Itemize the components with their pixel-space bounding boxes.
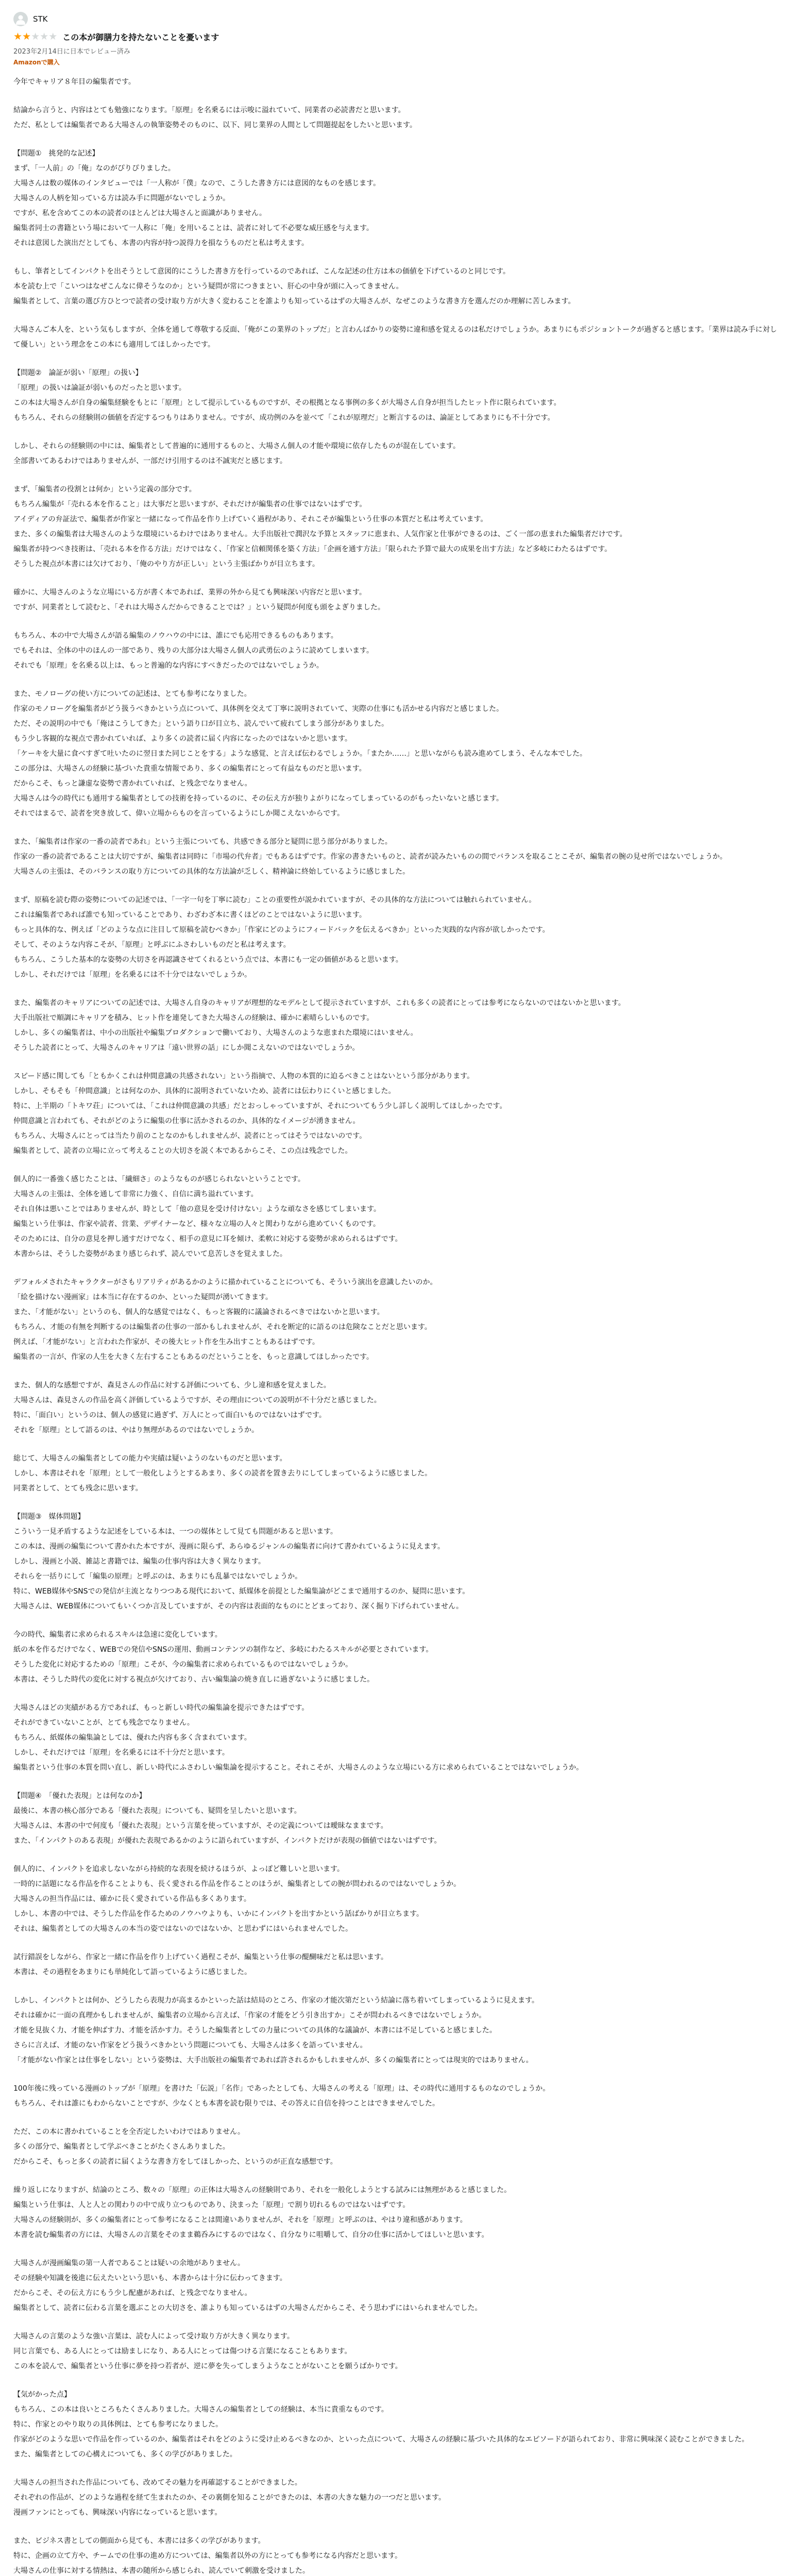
reviewer-name[interactable]: STK	[33, 14, 48, 24]
review-paragraph: 【問題① 挑発的な記述】 まず、「一人前」の「俺」なのがぴりぴりました。 大場さんは数の媒体のインタビューでは「一人称が「僕」なので、こうした書き方には意図的なものを感じます。 大場さんの人柄を知っている方は読み手に問題がないでしょうか。 ですが、私を含めてこの本の読者のほとんどは大場さんと面識がありません。 編集者同士の書籍という場において一人称に「俺」を用いることは、読者に対して不必要な威圧感を与えます。 それは意図した演出だとしても、本書の内容が持つ説得力を損なうものだと私は考えます。	[13, 149, 381, 247]
review-date: 2023年2月14日に日本でレビュー済み	[13, 48, 130, 56]
review-title[interactable]: この本が御膳力を持たないことを憂います	[62, 32, 219, 42]
review-paragraph: デフォルメされたキャラクターがさもリアリティがあるかのように描かれていることについても、そういう演出を意識したいのか。 「絵を描けない漫画家」は本当に存在するのか、といった疑問が湧いてきます。 また、「才能がない」というのも、個人的な感覚ではなく、もっと客観的に議論されるべきではないかと思います。 もちろん、才能の有無を判断するのは編集者の仕事の一部かもしれませんが、それを断定的に語るのは危険なことだと思います。 例えば、「才能がない」と言われた作家が、その後大ヒット作を生み出すこともあるはずです。 編集者の一言が、作家の人生を大きく左右することもあるのだということを、もっと意識してほしかったです。	[13, 1278, 437, 1361]
review-paragraph: ただ、この本に書かれていることを全否定したいわけではありません。 多くの部分で、編集者として学ぶべきことがたくさんありました。 だからこそ、もっと多くの読者に届くような書き方をしてほしかった、というのが正直な感想です。	[13, 2128, 337, 2166]
review-paragraph: また、個人的な感想ですが、森見さんの作品に対する評価についても、少し違和感を覚えました。 大場さんは、森見さんの作品を高く評価しているようですが、その理由についての説明が不十分だと感じました。 特に、「面白い」というのは、個人の感覚に過ぎず、万人にとって面白いものではないはずです。 それを「原理」として語るのは、やはり無理があるのではないでしょうか。	[13, 1381, 381, 1434]
avatar[interactable]	[13, 12, 28, 26]
review-paragraph: 大場さんほどの実績がある方であれば、もっと新しい時代の編集論を提示できたはずです。 それができていないことが、とても残念でなりません。 もちろん、紙媒体の編集論としては、優れた内容も多く含まれています。 しかし、それだけでは「原理」を名乗るには不十分だと思います。 編集者という仕事の本質を問い直し、新しい時代にふさわしい編集論を提示すること。それこそが、大場さんのような立場にいる方に求められていることではないでしょうか。	[13, 1704, 583, 1772]
review-paragraph: 【問題② 論証が弱い「原理」の扱い】 「原理」の扱いは論証が弱いものだったと思います。 この本は大場さんが自身の編集経験をもとに「原理」として提示しているものですが、その根拠となる事例の多くが大場さん自身が担当したヒット作に限られています。 もちろん、それらの経験則の価値を否定するつもりはありません。ですが、成功例のみを並べて「これが原理だ」と断言するのは、論証としてあまりにも不十分です。	[13, 369, 561, 422]
review-paragraph: 結論から言うと、内容はとても勉強になります。「原理」を名乗るには示唆に溢れていて、同業者の必読書だと思います。 ただ、私としては編集者である大場さんの執筆姿勢そのものに、以下、同じ業界の人間として問題提起をしたいと思います。	[13, 106, 417, 129]
star-filled-icon: ★	[13, 31, 23, 42]
review-paragraph: 総じて、大場さんの編集者としての能力や実績は疑いようのないものだと思います。 しかし、本書はそれを「原理」として一般化しようとするあまり、多くの読者を置き去りにしてしまっているように感じました。 同業者として、とても残念に思います。	[13, 1454, 432, 1493]
verified-purchase-badge: Amazonで購入	[13, 59, 60, 66]
star-empty-icon: ★	[48, 31, 58, 42]
review-body	[13, 75, 781, 2576]
star-rating	[13, 32, 57, 42]
review-paragraph: 個人的に、インパクトを追求しないながら持続的な表現を続けるほうが、よっぽど難しいと思います。 一時的に話題になる作品を作ることよりも、長く愛される作品を作ることのほうが、編集者としての腕が問われるのではないでしょうか。 大場さんの担当作品には、確かに長く愛されている作品も多くあります。 しかし、本書の中では、そうした作品を作るためのノウハウよりも、いかにインパクトを出すかという話ばかりが目立ちます。 それは、編集者としての大場さんの本当の姿ではないのではないか、と思わずにはいられませんでした。	[13, 1865, 461, 1933]
review-paragraph: まず、原稿を読む際の姿勢についての記述では、「一字一句を丁寧に読む」ことの重要性が説かれていますが、その具体的な方法については触れられていません。 これは編集者であれば誰でも知っていることであり、わざわざ本に書くほどのことではないように思います。 もっと具体的な、例えば「どのような点に注目して原稿を読むべきか」「作家にどのようにフィードバックを伝えるべきか」といった実践的な内容が欲しかったです。 そして、そのような内容こそが、「原理」と呼ぶにふさわしいものだと私は考えます。 もちろん、こうした基本的な姿勢の大切さを再認識させてくれるという点では、本書にも一定の価値があると思います。 しかし、それだけでは「原理」を名乗るには不十分ではないでしょうか。	[13, 896, 550, 979]
review-paragraph: 確かに、大場さんのような立場にいる方が書く本であれば、業界の外から見ても興味深い内容だと思います。 ですが、同業者として読むと、「それは大場さんだからできることでは？」という疑問が何度も頭をよぎりました。	[13, 588, 385, 612]
review-paragraph: また、編集者のキャリアについての記述では、大場さん自身のキャリアが理想的なモデルとして提示されていますが、これも多くの読者にとっては参考にならないのではないかと思います。 大手出版社で順調にキャリアを積み、ヒット作を連発してきた大場さんの経験は、確かに素晴らしいものです。 しかし、多くの編集者は、中小の出版社や編集プロダクションで働いており、大場さんのような恵まれた環境にはいません。 そうした読者にとって、大場さんのキャリアは「遠い世界の話」にしか聞こえないのではないでしょうか。	[13, 999, 626, 1052]
review-paragraph: 【問題④ 「優れた表現」とは何なのか】 最後に、本書の核心部分である「優れた表現」についても、疑問を呈したいと思います。 大場さんは、本書の中で何度も「優れた表現」という言葉を使っていますが、その定義については曖昧なままです。 また、「インパクトのある表現」が優れた表現であるかのように語られていますが、インパクトだけが表現の価値ではないはずです。	[13, 1792, 442, 1845]
review-paragraph: もちろん、本の中で大場さんが語る編集のノウハウの中には、誰にでも応用できるものもあります。 でもそれは、全体の中のほんの一部であり、残りの大部分は大場さん個人の武勇伝のように読めてしまいます。 それでも「原理」を名乗る以上は、もっと普遍的な内容にすべきだったのではないでしょうか。	[13, 632, 374, 670]
review-paragraph: もし、筆者としてインパクトを出そうとして意図的にこうした書き方を行っているのであれば、こんな記述の仕方は本の価値を下げているのと同じです。 本を読む上で「こいつはなぜこんなに偉そうなのか」という疑問が常につきまとい、肝心の中身が頭に入ってきません。 編集者として、言葉の選び方ひとつで読者の受け取り方が大きく変わることを誰よりも知っているはずの大場さんが、なぜこのような書き方を選んだのか理解に苦しみます。	[13, 267, 576, 306]
review-paragraph: 100年後に残っている漫画のトップが「原理」を書けた「伝説」「名作」であったとしても、大場さんの考える「原理」は、その時代に通用するものなのでしょうか。 もちろん、それは誰にもわからないことですが、少なくとも本書を読む限りでは、その答えに自信を持つことはできませんでした。	[13, 2084, 550, 2108]
review-paragraph: 今の時代、編集者に求められるスキルは急速に変化しています。 紙の本を作るだけでなく、WEBでの発信やSNSの運用、動画コンテンツの制作など、多岐にわたるスキルが必要とされています。 そうした変化に対応するための「原理」こそが、今の編集者に求められているものではないでしょうか。 本書は、そうした時代の変化に対する視点が欠けており、古い編集論の焼き直しに過ぎないように感じました。	[13, 1631, 433, 1684]
review-paragraph: 大場さんが漫画編集の第一人者であることは疑いの余地がありません。 その経験や知識を後進に伝えたいという思いも、本書からは十分に伝わってきます。 だからこそ、その伝え方にもう少し配慮があれば、と残念でなりません。 編集者として、読者に伝わる言葉を選ぶことの大切さを、誰よりも知っているはずの大場さんだからこそ、そう思わずにはいられませんでした。	[13, 2259, 482, 2312]
review-paragraph: 今年でキャリア８年目の編集者です。	[13, 78, 136, 86]
review-paragraph: しかし、インパクトとは何か、どうしたら表現力が高まるかといった話は結局のところ、作家の才能次第だという結論に落ち着いてしまっているように見えます。 それは確かに一面の真理かもしれませんが、編集者の立場から言えば、「作家の才能をどう引き出すか」こそが問われるべきではないでしょうか。 才能を見抜く力、才能を伸ばす力、才能を活かす力。そうした編集者としての力量についての具体的な議論が、本書には不足していると感じました。 さらに言えば、才能のない作家をどう扱うべきかという問題についても、大場さんは多くを語っていません。 「才能がない作家とは仕事をしない」という姿勢は、大手出版社の編集者であれば許されるかもしれませんが、多くの編集者にとっては現実的ではありません。	[13, 1996, 539, 2064]
review-paragraph: 【気がかった点】 もちろん、この本は良いところもたくさんありました。大場さんの編集者としての経験は、本当に貴重なものです。 特に、作家とのやり取りの具体例は、とても参考になりました。 作家がどのような思いで作品を作っているのか、編集者はそれをどのように受け止めるべきなのか、といった点について、大場さんの経験に基づいた具体的なエピソードが語られており、非常に興味深く読むことができました。 また、編集者としての心構えについても、多くの学びがありました。	[13, 2391, 749, 2459]
review-paragraph: また、「編集者は作家の一番の読者であれ」という主張についても、共感できる部分と疑問に思う部分がありました。 作家の一番の読者であることは大切ですが、編集者は同時に「市場の代弁者」でもあるはずです。作家の書きたいものと、読者が読みたいものの間でバランスを取ることこそが、編集者の腕の見せ所ではないでしょうか。 大場さんの主張は、そのバランスの取り方についての具体的な方法論が乏しく、精神論に終始しているように感じました。	[13, 838, 727, 876]
star-empty-icon: ★	[31, 31, 40, 42]
review-paragraph: スピード感に関しても「ともかくこれは仲間意識の共感されない」という指摘で、人物の本質的に迫るべきことはないという部分があります。 しかし、そもそも「仲間意識」とは何なのか、具体的に説明されていないため、読者には伝わりにくいと感じました。 特に、上半期の「トキワ荘」については、「これは仲間意識の共感」だとおっしゃっていますが、それについてもう少し詳しく説明してほしかったです。 仲間意識と言われても、それがどのように編集の仕事に活かされるのか、具体的なイメージが湧きません。 もちろん、大場さんにとっては当たり前のことなのかもしれませんが、読者にとってはそうではないのです。 編集者として、読者の立場に立って考えることの大切さを説く本であるからこそ、この点は残念でした。	[13, 1072, 507, 1155]
review-paragraph: 大場さんの言葉のような強い言葉は、読む人によって受け取り方が大きく異なります。 同じ言葉でも、ある人にとっては励ましになり、ある人にとっては傷つける言葉になることもあります。 この本を読んで、編集者という仕事に夢を持つ若者が、逆に夢を失ってしまうようなことがないことを願うばかりです。	[13, 2332, 402, 2370]
review-paragraph: また、ビジネス書としての側面から見ても、本書には多くの学びがあります。 特に、企画の立て方や、チームでの仕事の進め方については、編集者以外の方にとっても参考になる内容だと思います。 大場さんの仕事に対する情熱は、本書の随所から感じられ、読んでいて刺激を受けました。	[13, 2537, 402, 2575]
review-paragraph: 個人的に一番強く感じたことは、「繊細さ」のようなものが感じられないということです。 大場さんの主張は、全体を通して非常に力強く、自信に満ち溢れています。 それ自体は悪いことではありませんが、時として「他の意見を受け付けない」ような頑なさを感じてしまいます。 編集という仕事は、作家や読者、営業、デザイナーなど、様々な立場の人々と関わりながら進めていくものです。 そのためには、自分の意見を押し通すだけでなく、相手の意見に耳を傾け、柔軟に対応する姿勢が求められるはずです。 本書からは、そうした姿勢があまり感じられず、読んでいて息苦しさを覚えました。	[13, 1175, 402, 1258]
review-paragraph: 【問題③ 媒体問題】 こういう一見矛盾するような記述をしている本は、一つの媒体として見ても問題があると思います。 この本は、漫画の編集について書かれた本ですが、漫画に限らず、あらゆるジャンルの編集者に向けて書かれているように見えます。 しかし、漫画と小説、雑誌と書籍では、編集の仕事内容は大きく異なります。 それらを一括りにして「編集の原理」と呼ぶのは、あまりにも乱暴ではないでしょうか。 特に、WEB媒体やSNSでの発信が主流となりつつある現代において、紙媒体を前提とした編集論がどこまで通用するのか、疑問に思います。 大場さんは、WEB媒体についてもいくつか言及していますが、その内容は表面的なものにとどまっており、深く掘り下げられていません。	[13, 1513, 470, 1611]
rating-row	[13, 31, 781, 43]
review-paragraph: また、モノローグの使い方についての記述は、とても参考になりました。 作家のモノローグを編集者がどう扱うべきかという点について、具体例を交えて丁寧に説明されていて、実際の仕事にも活かせる内容だと感じました。 ただ、その説明の中でも「俺はこうしてきた」という語り口が目立ち、読んでいて疲れてしまう部分がありました。 もう少し客観的な視点で書かれていれば、より多くの読者に届く内容になったのではないかと思います。 「ケーキを大量に食べすぎて吐いたのに翌日また同じことをする」ような感覚、と言えば伝わるでしょうか。「またか……」と思いながらも読み進めてしまう、そんな本でした。 この部分は、大場さんの経験に基づいた貴重な情報であり、多くの編集者にとって有益なものだと思います。 だからこそ、もっと謙虚な姿勢で書かれていれば、と残念でなりません。 大場さんは今の時代にも通用する編集者としての技術を持っているのに、その伝え方が独りよがりになってしまっているのがもったいないと感じます。 それではまるで、読者を突き放して、偉い立場からものを言っているようにしか聞こえないからです。	[13, 690, 587, 818]
review-paragraph: しかし、それらの経験則の中には、編集者として普遍的に通用するものと、大場さん個人の才能や環境に依存したものが混在しています。 全部書いてあるわけではありませんが、一部だけ引用するのは不誠実だと感じます。	[13, 442, 460, 465]
review-paragraph: 大場さんの担当された作品についても、改めてその魅力を再確認することができました。 それぞれの作品が、どのような過程を経て生まれたのか、その裏側を知ることができたのは、本書の大きな魅力の一つだと思います。 漫画ファンにとっても、興味深い内容になっていると思います。	[13, 2479, 446, 2517]
review-paragraph: 繰り返しになりますが、結論のところ、数々の「原理」の正体は大場さんの経験則であり、それを一般化しようとする試みには無理があると感じました。 編集という仕事は、人と人との関わりの中で成り立つものであり、決まった「原理」で割り切れるものではないはずです。 大場さんの経験則が、多くの編集者にとって参考になることは間違いありませんが、それを「原理」と呼ぶのは、やはり違和感があります。 本書を読む編集者の方には、大場さんの言葉をそのまま鵜呑みにするのではなく、自分なりに咀嚼して、自分の仕事に活かしてほしいと思います。	[13, 2186, 511, 2239]
review-paragraph: 試行錯誤をしながら、作家と一緒に作品を作り上げていく過程こそが、編集という仕事の醍醐味だと私は思います。 本書は、その過程をあまりにも単純化して語っているように感じました。	[13, 1953, 388, 1976]
review-header	[13, 10, 781, 28]
user-icon	[15, 13, 26, 25]
review-paragraph: まず、「編集者の役割とは何か」という定義の部分です。 もちろん編集が「売れる本を作ること」は大事だと思いますが、それだけが編集者の仕事ではないはずです。 アイディアの弁証法で、編集者が作家と一緒になって作品を作り上げていく過程があり、それこそが編集という仕事の本質だと私は考えています。 また、多くの編集者は大場さんのような環境にいるわけではありません。大手出版社で潤沢な予算とスタッフに恵まれ、人気作家と仕事ができるのは、ごく一部の恵まれた編集者だけです。 編集者が持つべき技術は、「売れる本を作る方法」だけではなく、「作家と信頼関係を築く方法」「企画を通す方法」「限られた予算で最大の成果を出す方法」など多岐にわたるはずです。 そうした視点が本書には欠けており、「俺のやり方が正しい」という主張ばかりが目立ちます。	[13, 485, 627, 568]
review-paragraph: 大場さんご本人を、という気もしますが、全体を通して尊敬する反面、「俺がこの業界のトップだ」と言わんばかりの姿勢に違和感を覚えるのは私だけでしょうか。あまりにもポジショントークが過ぎると感じます。「業界は読み手に対して優しい」という理念をこの本にも適用してほしかったです。	[13, 326, 777, 349]
star-empty-icon: ★	[40, 31, 49, 42]
star-filled-icon: ★	[22, 31, 31, 42]
review	[13, 10, 781, 2576]
